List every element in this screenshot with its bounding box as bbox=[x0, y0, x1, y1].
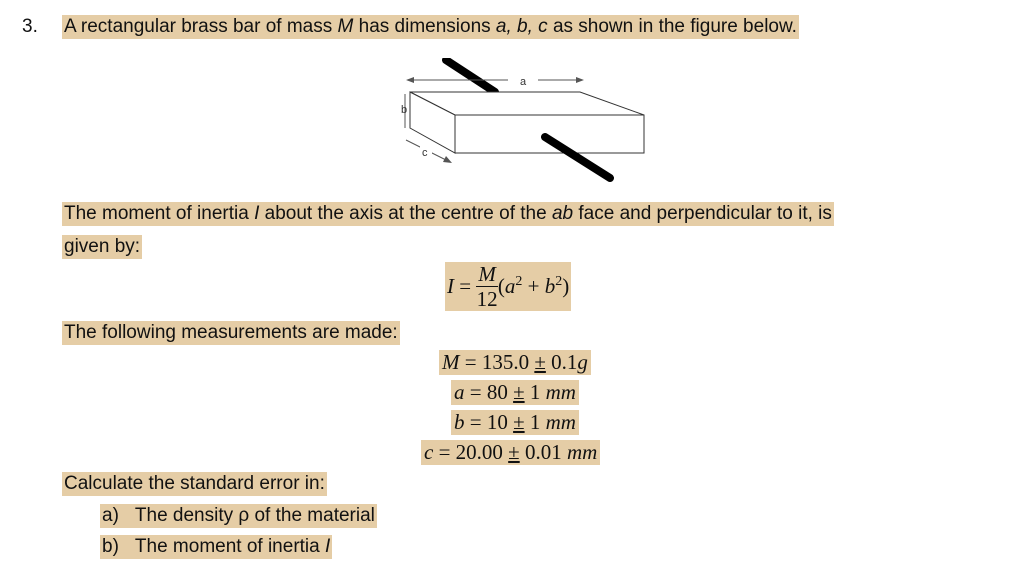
measurement-b-var: b bbox=[454, 410, 465, 434]
moment-description-line2: given by: bbox=[64, 236, 141, 257]
intro-dims: a, b, c bbox=[495, 16, 548, 37]
intro-post: as shown in the figure below. bbox=[547, 16, 797, 37]
measurement-M-unc: 0.1 bbox=[545, 350, 578, 374]
measurement-a bbox=[451, 380, 579, 405]
moment-pre: The moment of inertia bbox=[64, 203, 255, 224]
task-item-b-var-I: I bbox=[325, 536, 331, 557]
inertia-formula bbox=[445, 262, 571, 311]
measurement-c-unit: mm bbox=[566, 440, 598, 464]
moment-face-ab: ab bbox=[551, 203, 574, 224]
measurement-a-unit: mm bbox=[545, 380, 576, 404]
measurement-b bbox=[451, 410, 579, 435]
measurement-a-pm: ± bbox=[513, 380, 525, 404]
formula-close: ) bbox=[562, 274, 570, 298]
question-number: 3. bbox=[22, 16, 38, 37]
formula-denominator: 12 bbox=[476, 287, 498, 311]
task-item-b-marker: b) bbox=[102, 536, 119, 557]
formula-plus: + bbox=[522, 274, 545, 298]
task-heading: Calculate the standard error in: bbox=[64, 473, 325, 494]
moment-post: face and perpendicular to it, is bbox=[573, 203, 832, 224]
moment-var-I: I bbox=[254, 203, 260, 224]
task-item-a-text: The density ρ of the material bbox=[134, 505, 375, 526]
formula-fraction bbox=[476, 262, 498, 311]
dimension-a-arrowhead-left bbox=[406, 77, 414, 83]
dimension-a-label: a bbox=[519, 76, 527, 88]
measurement-M-value: = 135.0 bbox=[459, 350, 535, 374]
measurement-c-pm: ± bbox=[508, 440, 520, 464]
measurement-M bbox=[439, 350, 591, 375]
task-item-a-marker: a) bbox=[102, 505, 119, 526]
formula-numerator: M bbox=[478, 262, 496, 286]
formula-b-exp: 2 bbox=[555, 274, 563, 289]
formula-lhs: I bbox=[447, 274, 454, 298]
measurement-M-pm: ± bbox=[534, 350, 546, 374]
formula-a-exp: 2 bbox=[515, 274, 523, 289]
measurement-c-var: c bbox=[424, 440, 434, 464]
moment-mid: about the axis at the centre of the bbox=[259, 203, 552, 224]
measurement-b-value: = 10 bbox=[464, 410, 514, 434]
brass-bar-figure bbox=[380, 58, 680, 183]
axis-rod-back bbox=[446, 60, 495, 92]
measurements-heading: The following measurements are made: bbox=[64, 322, 398, 343]
measurement-c-unc: 0.01 bbox=[519, 440, 567, 464]
measurement-b-pm: ± bbox=[513, 410, 525, 434]
bar-front-face bbox=[455, 115, 644, 153]
formula-a: a bbox=[504, 274, 516, 298]
formula-equals: = bbox=[454, 274, 477, 298]
measurement-b-unc: 1 bbox=[524, 410, 546, 434]
intro-mass-var: M bbox=[337, 16, 354, 37]
measurement-c bbox=[421, 440, 600, 465]
task-item-b-text: The moment of inertia bbox=[134, 536, 325, 557]
intro-pre: A rectangular brass bar of mass bbox=[64, 16, 338, 37]
measurement-a-var: a bbox=[454, 380, 465, 404]
measurement-c-value: = 20.00 bbox=[433, 440, 509, 464]
dimension-c-arrowhead bbox=[443, 156, 452, 163]
formula-box bbox=[445, 262, 571, 311]
dimension-b-label: b bbox=[401, 104, 408, 116]
measurement-b-unit: mm bbox=[545, 410, 576, 434]
formula-open: ( bbox=[497, 274, 505, 298]
moment-description-line1 bbox=[62, 202, 834, 226]
measurement-M-var: M bbox=[442, 350, 460, 374]
intro-mid: has dimensions bbox=[353, 16, 496, 37]
measurement-a-value: = 80 bbox=[464, 380, 514, 404]
measurement-M-unit: g bbox=[577, 350, 588, 374]
dimension-c-label: c bbox=[422, 147, 428, 159]
task-item-a bbox=[100, 504, 377, 528]
measurement-a-unc: 1 bbox=[524, 380, 546, 404]
task-item-b bbox=[100, 535, 332, 559]
formula-paren-group bbox=[498, 274, 569, 298]
formula-b: b bbox=[544, 274, 556, 298]
question-intro bbox=[62, 15, 799, 39]
dimension-a-arrowhead-right bbox=[576, 77, 584, 83]
